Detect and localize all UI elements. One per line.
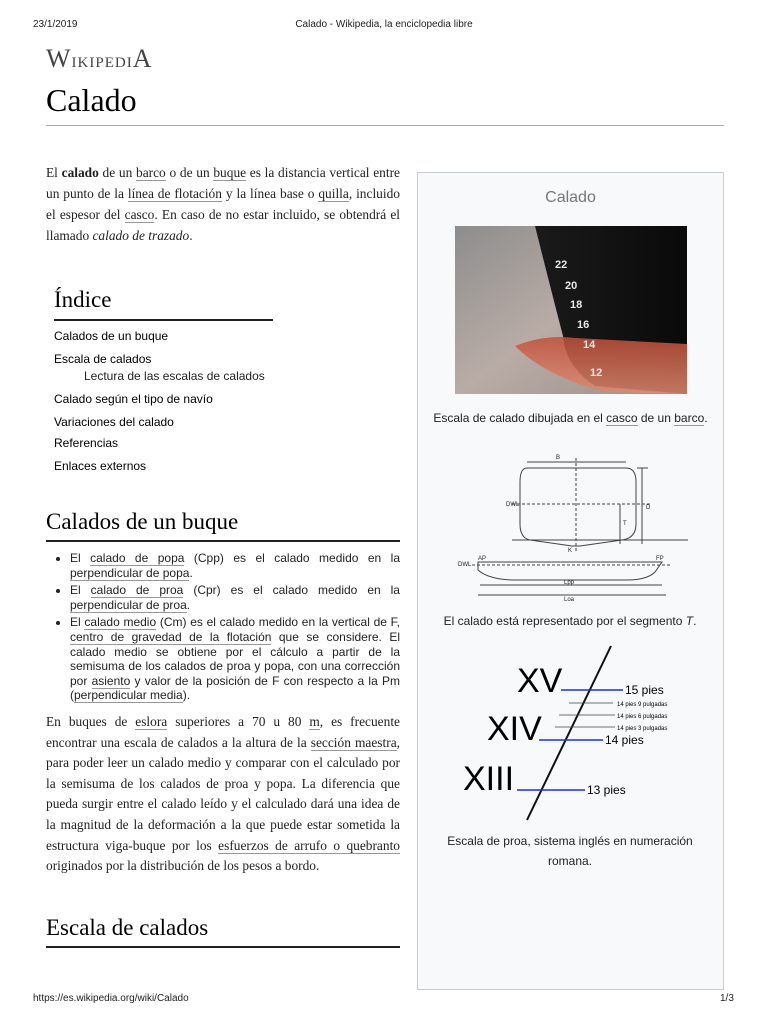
label-t: T — [623, 521, 627, 527]
link-eslora[interactable]: eslora — [135, 714, 168, 729]
label-15-pies: 15 pies — [625, 683, 664, 697]
link-calado-de-popa[interactable]: calado de popa — [90, 551, 185, 565]
label-dwl: DWL — [506, 502, 520, 508]
draft-diagram[interactable] — [452, 452, 688, 602]
link-centro-de-gravedad[interactable]: centro de gravedad de la flotación — [70, 629, 272, 644]
body-paragraph: En buques de eslora superiores a 70 u 80 m, es frecuente encontrar una escala de calados a la altura de la sección maestra, para poder leer un calado medio y comparar con el calculado por la semisuma de los calados de proa y popa. La diferencia que pueda surgir entre el calado leído y el calculado dará una idea de la magnitud de la deformación a la que puede estar sometida la estructura viga-buque por los esfuerzos de arrufo o quebranto originados por la distribución de los pesos a bordo. — [46, 714, 400, 874]
link-perpendicular-de-proa[interactable]: perpendicular de proa — [70, 597, 187, 612]
link-barco[interactable]: barco — [136, 165, 166, 180]
caption-roman-scale: Escala de proa, sistema inglés en numeración romana. — [447, 834, 693, 868]
label-dwl-profile: DWL — [458, 562, 472, 568]
caption-diagram: El calado está representado por el segmento T. — [443, 614, 697, 628]
section-heading-calados-de-un-buque: Calados de un buque — [46, 509, 239, 534]
page-title: Calado — [46, 82, 137, 118]
roman-scale-figure[interactable] — [455, 642, 695, 824]
photo-mark-18: 18 — [570, 299, 583, 311]
label-14-6: 14 pies 6 pulgadas — [617, 714, 668, 720]
photo-mark-14: 14 — [583, 339, 596, 351]
label-lpp: Lpp — [564, 580, 575, 586]
cross-section-hull — [520, 468, 636, 546]
toc-item-enlaces-externos[interactable]: Enlaces externos — [54, 459, 147, 473]
link-asiento[interactable]: asiento — [91, 673, 131, 688]
photo-mark-16: 16 — [577, 319, 590, 331]
toc-item-calados-de-un-buque[interactable]: Calados de un buque — [54, 329, 169, 343]
link-buque[interactable]: buque — [213, 165, 247, 180]
label-14-3: 14 pies 3 pulgadas — [617, 726, 668, 732]
intro-paragraph: El calado de un barco o de un buque es la distancia vertical entre un punto de la línea de flotación y la línea base o quilla, incluido el espesor del casco. En caso de no estar incluido, se obtendrá el llamado calado de trazado. — [46, 165, 400, 243]
list-item: • El calado de popa (Cpp) es el calado medido en la perpendicular de popa. — [70, 551, 400, 580]
wordmark-text: ikipedi — [71, 47, 133, 72]
link-calado-de-proa[interactable]: calado de proa — [90, 583, 184, 598]
numeral-xiv: XIV — [487, 710, 542, 748]
caption-photo: Escala de calado dibujada en el casco de un barco. — [433, 411, 708, 425]
label-d: D — [646, 505, 651, 511]
link-casco[interactable]: casco — [124, 207, 155, 222]
print-url[interactable]: https://es.wikipedia.org/wiki/Calado — [33, 993, 189, 1004]
link-calado-medio[interactable]: calado medio — [84, 615, 157, 630]
label-14-pies: 14 pies — [605, 733, 644, 747]
photo-mark-22: 22 — [555, 259, 568, 271]
label-b: B — [556, 455, 561, 461]
label-ap: AP — [478, 556, 487, 562]
toc-title: Índice — [54, 287, 112, 312]
label-k: K — [568, 548, 573, 554]
toc-divider — [54, 319, 273, 321]
label-fp: FP — [656, 556, 664, 562]
infobox-title: Calado — [545, 189, 596, 206]
label-loa: Loa — [564, 597, 575, 602]
list-item: • El calado de proa (Cpr) es el calado medido en la perpendicular de proa. — [70, 583, 400, 612]
link-barco-caption[interactable]: barco — [674, 411, 705, 425]
section-divider — [46, 540, 400, 542]
print-page-number: 1/3 — [720, 993, 734, 1004]
link-perpendicular-media[interactable]: perpendicular media — [74, 688, 183, 703]
numeral-xiii: XIII — [463, 760, 515, 798]
toc-item-escala-de-calados[interactable]: Escala de calados — [54, 352, 152, 366]
photo-mark-20: 20 — [565, 280, 578, 292]
link-seccion-maestra[interactable]: sección maestra — [310, 734, 397, 750]
wikipedia-wordmark[interactable]: WikipediA — [46, 44, 153, 73]
toc-subitem-lectura[interactable]: Lectura de las escalas de calados — [84, 369, 265, 383]
draft-marks-photo[interactable] — [455, 226, 687, 394]
print-page-title: Calado - Wikipedia, la enciclopedia libre — [295, 19, 473, 30]
link-perpendicular-de-popa[interactable]: perpendicular de popa — [70, 565, 190, 580]
link-esfuerzos[interactable]: esfuerzos de arrufo o quebranto — [218, 837, 400, 853]
link-casco-caption[interactable]: casco — [606, 411, 638, 425]
section-heading-escala-de-calados: Escala de calados — [46, 915, 209, 940]
calados-list — [46, 551, 400, 706]
toc-item-calado-tipo-navio[interactable]: Calado según el tipo de navío — [54, 392, 213, 406]
link-linea-de-flotacion[interactable]: línea de flotación — [127, 186, 222, 201]
toc-item-referencias[interactable]: Referencias — [54, 436, 119, 450]
label-13-pies: 13 pies — [587, 783, 626, 797]
numeral-xv: XV — [517, 662, 563, 700]
section-divider — [46, 946, 400, 948]
link-quilla[interactable]: quilla — [318, 186, 349, 201]
print-date: 23/1/2019 — [33, 19, 78, 30]
link-metro[interactable]: m — [309, 714, 320, 729]
toc-item-variaciones[interactable]: Variaciones del calado — [54, 415, 174, 429]
title-divider — [46, 125, 724, 126]
label-14-9: 14 pies 9 pulgadas — [617, 702, 668, 708]
list-item: • El calado medio (Cm) es el calado medido en la vertical de F, centro de gravedad de la flotación que se considere. El calado medio se obtiene por el cálculo a partir de la semisuma de los calados de proa y popa, con una corrección por asiento y valor de la posición de F con respecto a la Pm (perpendicular media). — [70, 615, 400, 703]
photo-mark-12: 12 — [590, 367, 603, 379]
